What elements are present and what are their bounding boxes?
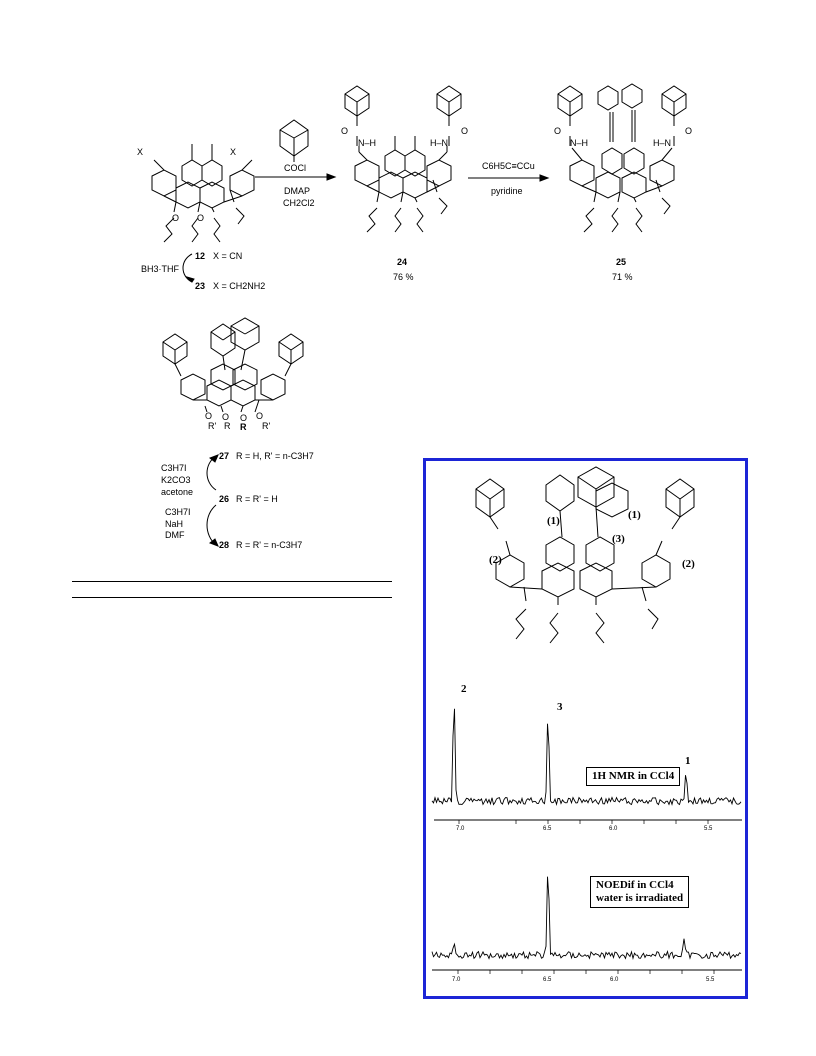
atom-label: R': [262, 421, 271, 431]
amide-hn-right: H–N: [653, 138, 672, 148]
amide-oxygen-left: O: [554, 126, 562, 136]
curved-arrow-upper: [200, 452, 222, 492]
hbond-label-1-left: (1): [547, 515, 560, 527]
x-tick-label: 6.5: [543, 826, 552, 832]
spectrum-2-title: NOEDif in CCl4: [596, 879, 674, 891]
substituent-x-right: X: [230, 147, 237, 157]
amide-oxygen-left: O: [341, 126, 349, 136]
compound-24-yield: 76 %: [393, 272, 414, 282]
reaction-arrow-2: [468, 173, 548, 183]
reduction-reagent: BH3·THF: [141, 264, 179, 274]
compound-number-26: 26: [219, 494, 230, 504]
condition-ch2cl2: CH2Cl2: [283, 198, 315, 208]
amide-nh-left: N–H: [358, 138, 377, 148]
x-tick-label: 6.0: [610, 977, 619, 983]
compound-28-definition: R = R' = n-C3H7: [236, 540, 303, 550]
peak-label-2: 2: [461, 683, 467, 695]
condition-lower-1: C3H7I: [165, 507, 191, 517]
spectrum-2-subtitle: water is irradiated: [596, 892, 684, 904]
peak-label-1: 1: [685, 755, 691, 767]
spectrum-1-trace: [432, 709, 741, 805]
condition-upper-1: C3H7I: [161, 463, 187, 473]
atom-label: O: [205, 411, 213, 421]
nmr-label-box-2: [590, 876, 689, 908]
compound-27-definition: R = H, R' = n-C3H7: [236, 451, 314, 461]
proton-label-2-right: (2): [682, 558, 695, 570]
compound-number-25: 25: [616, 257, 627, 267]
step2-solvent: pyridine: [491, 186, 523, 196]
x-tick-label: 7.0: [452, 977, 461, 983]
atom-label: R': [208, 421, 217, 431]
compound-number-23: 23: [195, 281, 206, 291]
acyl-chloride-label: COCl: [284, 163, 306, 173]
compound-number-28: 28: [219, 540, 230, 550]
calixarene-24-structure: [333, 80, 473, 255]
peak-label-3: 3: [557, 701, 563, 713]
x-tick-label: 6.0: [609, 826, 618, 832]
oxygen-label: O: [197, 213, 205, 223]
calixarene-25-structure: [548, 80, 698, 255]
calixarene-tetra-adamantyl-structure: [155, 318, 315, 428]
spectrum-2-trace: [432, 877, 741, 959]
compound-number-27: 27: [219, 451, 230, 461]
spectrum-1-title: 1H NMR in CCl4: [592, 770, 675, 782]
condition-upper-2: K2CO3: [161, 475, 191, 485]
adamantane-cocl-reagent: [272, 112, 322, 162]
atom-label: R: [224, 421, 231, 431]
condition-dmap: DMAP: [284, 186, 311, 196]
amide-nh-left: N–H: [570, 138, 589, 148]
table-rule-top: [72, 581, 392, 582]
nmr-spectrum-2: [430, 843, 740, 983]
atom-label: O: [240, 413, 248, 423]
compound-number-12: 12: [195, 251, 206, 261]
x-axis-ticks-1: [459, 820, 708, 824]
condition-upper-3: acetone: [161, 487, 194, 497]
condition-lower-2: NaH: [165, 519, 184, 529]
amide-oxygen-right: O: [461, 126, 469, 136]
proton-label-3: (3): [612, 533, 625, 545]
x-tick-label: 5.5: [706, 977, 715, 983]
atom-label: O: [256, 411, 264, 421]
x-tick-label: 7.0: [456, 826, 465, 832]
atom-label: O: [222, 412, 230, 422]
calixarene-12-structure: [140, 140, 260, 260]
compound-12-definition: X = CN: [213, 251, 243, 261]
x-tick-label: 5.5: [704, 826, 713, 832]
x-axis-ticks-2: [458, 970, 714, 974]
amide-hn-right: H–N: [430, 138, 449, 148]
oxygen-label: O: [172, 213, 180, 223]
reaction-arrow-1: [255, 172, 335, 182]
atom-label: R: [240, 422, 247, 432]
compound-number-24: 24: [397, 257, 408, 267]
compound-25-yield: 71 %: [612, 272, 633, 282]
hbond-label-1-right: (1): [628, 509, 641, 521]
table-rule-bottom: [72, 597, 392, 598]
compound-26-definition: R = R' = H: [236, 494, 278, 504]
amide-oxygen-right: O: [685, 126, 693, 136]
nmr-label-box-1: [586, 767, 680, 786]
x-tick-label: 6.5: [543, 977, 552, 983]
compound-23-definition: X = CH2NH2: [213, 281, 266, 291]
nmr-spectrum-1: [430, 677, 740, 837]
step2-reagent: C6H5C≡CCu: [482, 161, 535, 171]
proton-label-2-left: (2): [489, 554, 502, 566]
substituent-x-left: X: [137, 147, 144, 157]
condition-lower-3: DMF: [165, 530, 185, 540]
nmr-figure-panel: [423, 458, 748, 999]
